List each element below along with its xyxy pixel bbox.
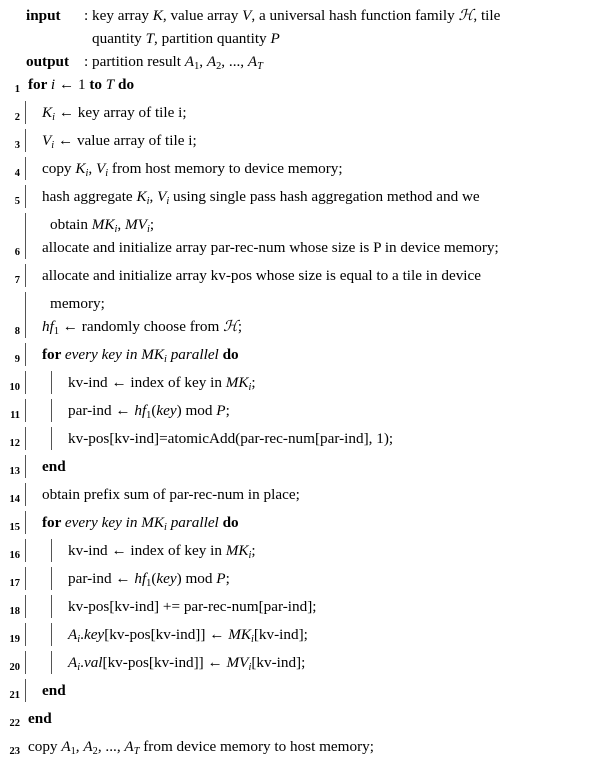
line-number: 11 bbox=[10, 410, 20, 421]
line-number: 7 bbox=[14, 275, 20, 286]
line-number: 2 bbox=[14, 112, 20, 123]
code-text: , bbox=[149, 188, 158, 205]
subscript: i bbox=[248, 549, 252, 561]
code-text: [kv-pos[kv-ind]] ← bbox=[104, 626, 229, 643]
code-line bbox=[0, 735, 600, 763]
subscript: 2 bbox=[92, 745, 98, 757]
emphasis: key bbox=[156, 570, 177, 587]
output-var-AT: A bbox=[247, 53, 258, 70]
code-statement bbox=[22, 679, 600, 702]
output-sep-2: , ..., bbox=[221, 53, 248, 70]
code-statement bbox=[22, 101, 600, 124]
code-statement bbox=[22, 567, 600, 590]
output-text: partition result bbox=[92, 53, 185, 70]
subscript: i bbox=[166, 195, 170, 207]
code-line bbox=[0, 539, 600, 567]
code-line bbox=[0, 427, 600, 455]
keyword: do bbox=[114, 76, 135, 93]
code-text: copy bbox=[28, 738, 62, 755]
subscript: 1 bbox=[53, 325, 59, 337]
code-line-continuation bbox=[0, 213, 600, 236]
subscript: i bbox=[85, 167, 89, 179]
subscript: i bbox=[146, 223, 150, 235]
code-text: , bbox=[117, 216, 126, 233]
subscript: 1 bbox=[146, 577, 152, 589]
emphasis: key bbox=[83, 626, 105, 643]
code-line bbox=[0, 157, 600, 185]
line-number: 14 bbox=[9, 494, 20, 505]
code-line bbox=[0, 185, 600, 213]
variable: P bbox=[216, 570, 226, 587]
variable: V bbox=[157, 188, 167, 205]
input-text-e: quantity bbox=[92, 30, 146, 47]
code-text: . bbox=[80, 626, 84, 643]
subscript: 1 bbox=[146, 409, 152, 421]
line-number: 23 bbox=[9, 746, 20, 757]
line-number: 20 bbox=[9, 662, 20, 673]
input-colon: : bbox=[84, 7, 89, 24]
subscript: i bbox=[77, 633, 81, 645]
keyword: for bbox=[28, 76, 51, 93]
variable: hf bbox=[134, 570, 147, 587]
keyword: for bbox=[42, 346, 65, 363]
variable: MK bbox=[225, 374, 249, 391]
variable: K bbox=[42, 104, 53, 121]
code-statement bbox=[22, 315, 600, 338]
variable: T bbox=[105, 76, 115, 93]
variable: K bbox=[75, 160, 86, 177]
line-number: 4 bbox=[14, 168, 20, 179]
line-number: 8 bbox=[14, 326, 20, 337]
emphasis: val bbox=[83, 654, 103, 671]
code-line bbox=[0, 483, 600, 511]
subscript: i bbox=[77, 661, 81, 673]
variable: A bbox=[83, 738, 93, 755]
input-row bbox=[0, 4, 600, 27]
keyword: do bbox=[218, 514, 239, 531]
code-statement bbox=[22, 539, 600, 562]
output-colon: : bbox=[84, 53, 89, 70]
code-statement-continued bbox=[22, 213, 600, 236]
keyword: end bbox=[28, 710, 52, 727]
emphasis: key bbox=[156, 402, 177, 419]
line-number: 3 bbox=[14, 140, 20, 151]
code-text: , ..., bbox=[97, 738, 125, 755]
line-number: 19 bbox=[9, 634, 20, 645]
variable: hf bbox=[134, 402, 147, 419]
subscript: i bbox=[248, 661, 252, 673]
code-text: using single pass hash aggregation method and we bbox=[169, 188, 480, 205]
code-text: [kv-pos[kv-ind]] ← bbox=[102, 654, 227, 671]
code-text: [kv-ind]; bbox=[253, 626, 308, 643]
variable: MK bbox=[228, 626, 251, 643]
line-number: 5 bbox=[14, 196, 20, 207]
code-statement bbox=[22, 455, 600, 478]
code-statement bbox=[22, 735, 600, 758]
code-text: kv-pos[kv-ind] += par-rec-num[par-ind]; bbox=[68, 598, 317, 615]
variable: MK bbox=[91, 216, 115, 233]
code-line bbox=[0, 129, 600, 157]
code-text: ← randomly choose from bbox=[59, 318, 224, 335]
code-line bbox=[0, 73, 600, 101]
line-number: 13 bbox=[9, 466, 20, 477]
code-statement bbox=[22, 73, 600, 96]
code-text: ← 1 bbox=[55, 76, 90, 93]
code-text: , bbox=[75, 738, 84, 755]
variable: V bbox=[95, 160, 106, 177]
code-text: kv-pos[kv-ind]=atomicAdd(par-rec-num[par-ind], 1); bbox=[68, 430, 394, 447]
code-line bbox=[0, 315, 600, 343]
emphasis: parallel bbox=[166, 346, 219, 363]
variable: K bbox=[136, 188, 147, 205]
code-line bbox=[0, 236, 600, 264]
input-var-P: P bbox=[270, 30, 280, 47]
input-var-K: K bbox=[152, 7, 163, 24]
line-number: 12 bbox=[9, 438, 20, 449]
code-statement bbox=[22, 343, 600, 366]
subscript: T bbox=[133, 745, 140, 757]
code-line bbox=[0, 371, 600, 399]
output-sub-2: 2 bbox=[216, 60, 222, 72]
code-text: par-ind ← bbox=[68, 570, 135, 587]
script-h-symbol: ℋ bbox=[223, 317, 238, 335]
code-line bbox=[0, 567, 600, 595]
line-number: 15 bbox=[9, 522, 20, 533]
code-line bbox=[0, 623, 600, 651]
code-line bbox=[0, 511, 600, 539]
output-row bbox=[0, 50, 600, 73]
keyword: do bbox=[218, 346, 239, 363]
code-statement bbox=[22, 129, 600, 152]
output-sub-1: 1 bbox=[194, 60, 200, 72]
code-text: ; bbox=[251, 374, 256, 391]
input-label: input bbox=[26, 7, 61, 24]
code-text: ( bbox=[151, 402, 157, 419]
code-text: obtain prefix sum of par-rec-num in place; bbox=[42, 486, 300, 503]
code-text: ; bbox=[225, 402, 230, 419]
code-statement bbox=[22, 511, 600, 534]
code-text: allocate and initialize array par-rec-num whose size is P in device memory; bbox=[42, 239, 499, 256]
emphasis: parallel bbox=[166, 514, 219, 531]
output-label: output bbox=[26, 53, 70, 70]
code-statement bbox=[22, 399, 600, 422]
output-var-A2: A bbox=[206, 53, 217, 70]
code-statement bbox=[22, 371, 600, 394]
variable: MK bbox=[225, 542, 249, 559]
line-number: 10 bbox=[9, 382, 20, 393]
code-text: . bbox=[80, 654, 84, 671]
output-sub-T: T bbox=[257, 60, 263, 72]
subscript: i bbox=[248, 381, 252, 393]
code-line bbox=[0, 595, 600, 623]
input-text-c: , a universal hash function family bbox=[251, 7, 459, 24]
subscript: i bbox=[146, 195, 150, 207]
output-description bbox=[92, 50, 600, 73]
code-text: ( bbox=[151, 570, 157, 587]
code-statement bbox=[22, 595, 600, 618]
line-number: 21 bbox=[9, 690, 20, 701]
keyword: to bbox=[89, 76, 102, 93]
code-text: ← key array of tile i; bbox=[55, 104, 187, 121]
code-text: ; bbox=[225, 570, 230, 587]
input-var-T: T bbox=[145, 30, 155, 47]
code-text: [kv-ind]; bbox=[251, 654, 306, 671]
pseudocode-body bbox=[0, 73, 600, 763]
input-text-f: , partition quantity bbox=[154, 30, 271, 47]
code-text: , bbox=[88, 160, 96, 177]
code-line bbox=[0, 399, 600, 427]
keyword: for bbox=[42, 514, 65, 531]
output-var-A1: A bbox=[184, 53, 195, 70]
code-text: par-ind ← bbox=[68, 402, 135, 419]
code-text: allocate and initialize array kv-pos whose size is equal to a tile in device bbox=[42, 267, 482, 284]
subscript: i bbox=[52, 111, 56, 123]
code-statement-continued bbox=[22, 292, 600, 315]
code-text: obtain bbox=[50, 216, 92, 233]
subscript: i bbox=[51, 139, 55, 151]
code-line-continuation bbox=[0, 292, 600, 315]
code-statement bbox=[22, 236, 600, 259]
code-statement bbox=[22, 264, 600, 287]
code-text: copy bbox=[42, 160, 76, 177]
code-text: kv-ind ← index of key in bbox=[68, 542, 226, 559]
keyword: end bbox=[42, 458, 66, 475]
code-line bbox=[0, 264, 600, 292]
script-h-symbol: ℋ bbox=[458, 6, 474, 24]
code-text: ; bbox=[149, 216, 155, 233]
line-number: 17 bbox=[9, 578, 20, 589]
variable: P bbox=[216, 402, 226, 419]
keyword: end bbox=[42, 682, 66, 699]
subscript: i bbox=[164, 353, 167, 365]
code-text: ← value array of tile i; bbox=[54, 132, 197, 149]
code-statement bbox=[22, 707, 600, 730]
line-number: 22 bbox=[9, 718, 20, 729]
subscript: i bbox=[105, 167, 109, 179]
variable: V bbox=[42, 132, 52, 149]
line-number: 16 bbox=[9, 550, 20, 561]
code-text: memory; bbox=[50, 295, 105, 312]
input-text-d: , tile bbox=[473, 7, 501, 24]
code-text: kv-ind ← index of key in bbox=[68, 374, 226, 391]
emphasis: every key in MK bbox=[64, 346, 165, 363]
variable: hf bbox=[42, 318, 54, 335]
line-number: 6 bbox=[14, 247, 20, 258]
input-text-b: , value array bbox=[162, 7, 243, 24]
code-text: ) mod bbox=[176, 570, 217, 587]
code-text: ; bbox=[237, 318, 243, 335]
input-var-V: V bbox=[242, 7, 252, 24]
code-statement bbox=[22, 651, 600, 674]
line-number: 18 bbox=[9, 606, 20, 617]
subscript: i bbox=[164, 521, 167, 533]
variable: i bbox=[50, 76, 56, 93]
input-description bbox=[92, 4, 600, 27]
code-statement bbox=[22, 483, 600, 506]
code-statement bbox=[22, 157, 600, 180]
variable: A bbox=[124, 738, 134, 755]
subscript: i bbox=[250, 633, 254, 645]
code-text: ) mod bbox=[176, 402, 217, 419]
input-text-a: key array bbox=[92, 7, 153, 24]
variable: MV bbox=[226, 654, 249, 671]
code-line bbox=[0, 101, 600, 129]
code-line bbox=[0, 343, 600, 371]
code-text: hash aggregate bbox=[42, 188, 137, 205]
input-continuation bbox=[0, 27, 600, 50]
variable: MV bbox=[125, 216, 147, 233]
emphasis: every key in MK bbox=[64, 514, 165, 531]
code-text: from device memory to host memory; bbox=[139, 738, 374, 755]
variable: A bbox=[61, 738, 71, 755]
line-number: 1 bbox=[14, 84, 20, 95]
output-sep-1: , bbox=[199, 53, 207, 70]
code-statement bbox=[22, 623, 600, 646]
line-number-blank bbox=[0, 292, 22, 297]
variable: A bbox=[68, 626, 78, 643]
subscript: i bbox=[114, 223, 118, 235]
code-text: from host memory to device memory; bbox=[108, 160, 343, 177]
code-line bbox=[0, 707, 600, 735]
code-statement bbox=[22, 427, 600, 450]
code-line bbox=[0, 679, 600, 707]
subscript: 1 bbox=[70, 745, 76, 757]
code-line bbox=[0, 651, 600, 679]
line-number-blank bbox=[0, 213, 22, 218]
code-statement bbox=[22, 185, 600, 208]
code-line bbox=[0, 455, 600, 483]
line-number: 9 bbox=[14, 354, 20, 365]
code-text: ; bbox=[251, 542, 256, 559]
variable: A bbox=[68, 654, 78, 671]
